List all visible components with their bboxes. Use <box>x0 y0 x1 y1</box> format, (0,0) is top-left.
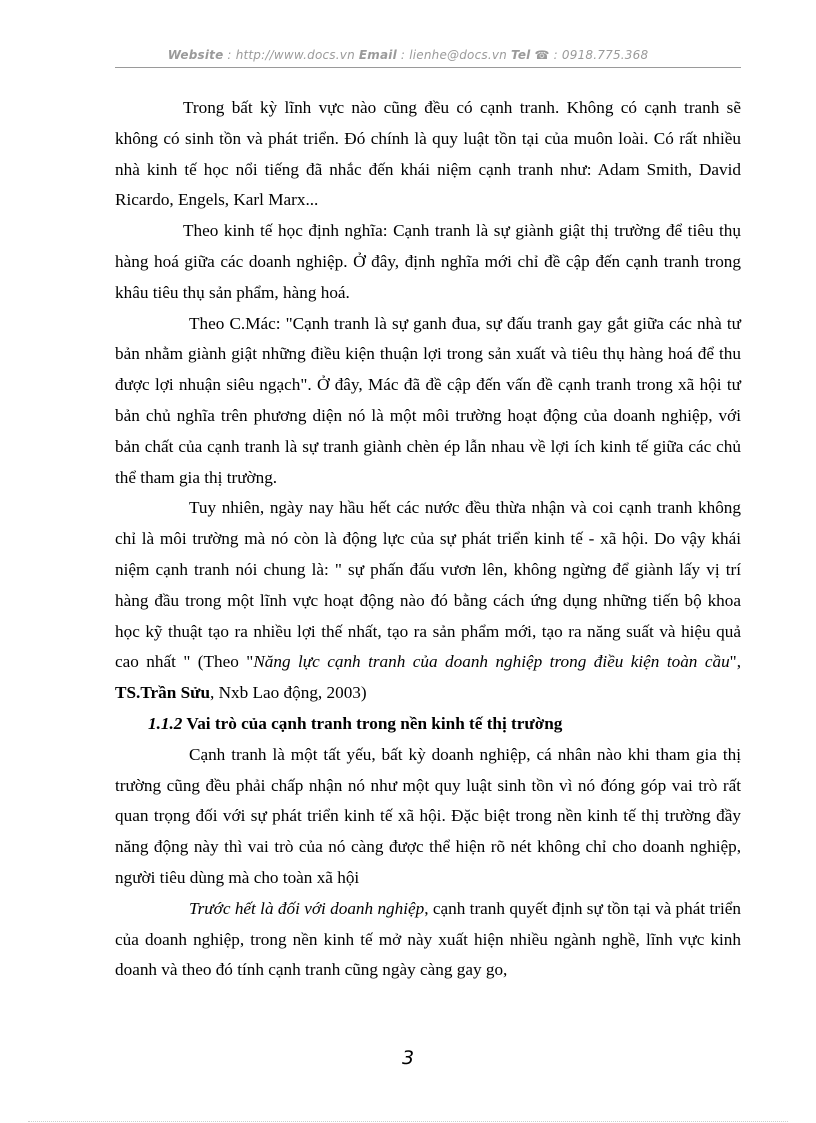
paragraph-6-text: , cạnh tranh quyết định sự tồn tại và phát triển của doanh nghiệp, trong nền kinh tế mở này xuất hiện nhiều ngành nghề, lĩnh vực kinh doanh và theo đó tính cạnh tranh cũng ngày càng gay go, <box>115 898 741 980</box>
paragraph-6 <box>115 894 741 986</box>
section-title: Vai trò của cạnh tranh trong nền kinh tế thị trường <box>182 713 563 733</box>
paragraph-1: Trong bất kỳ lĩnh vực nào cũng đều có cạnh tranh. Không có cạnh tranh sẽ không có sinh tồn và phát triển. Đó chính là quy luật tồn tại của muôn loài. Có rất nhiều nhà kinh tế học nổi tiếng đã nhắc đến khái niệm cạnh tranh như: Adam Smith, David Ricardo, Engels, Karl Marx... <box>115 98 741 210</box>
page-header <box>0 48 816 62</box>
page-number: 3 <box>401 1047 415 1069</box>
publisher-info: , Nxb Lao động, 2003) <box>210 683 367 703</box>
section-heading <box>115 709 741 740</box>
paragraph-3: Theo C.Mác: "Cạnh tranh là sự ganh đua, sự đấu tranh gay gắt giữa các nhà tư bản nhằm giành giật những điều kiện thuận lợi trong sản xuất và tiêu thụ hàng hoá để thu được lợi nhuận siêu ngạch". Ở đây, Mác đã đề cập đến vấn đề cạnh tranh trong xã hội tư bản chủ nghĩa trên phương diện nó là một môi trường hoạt động của doanh nghiệp, với bản chất của cạnh tranh là sự tranh giành chèn ép lẫn nhau về lợi ích kinh tế giữa các chủ thể tham gia thị trường. <box>115 313 741 487</box>
email-value: : lienhe@docs.vn <box>396 48 511 62</box>
quote-close: ", <box>729 652 741 672</box>
paragraph-6-lead: Trước hết là đối với doanh nghiệp <box>189 898 425 918</box>
paragraph-4 <box>115 493 741 709</box>
website-value: : http://www.docs.vn <box>223 48 359 62</box>
book-title: Năng lực cạnh tranh của doanh nghiệp trong điều kiện toàn cầu <box>253 652 730 672</box>
tel-label: Tel <box>510 48 531 62</box>
website-label: Website <box>167 48 224 62</box>
page-bottom-border <box>28 1121 788 1122</box>
paragraph-4-text: Tuy nhiên, ngày nay hầu hết các nước đều thừa nhận và coi cạnh tranh không chỉ là môi trường mà nó còn là động lực của sự phát triển kinh tế - xã hội. Do vậy khái niệm cạnh tranh nói chung là: " sự phấn đấu vươn lên, không ngừng để giành lấy vị trí hàng đầu trong một lĩnh vực hoạt động nào đó bằng cách ứng dụng những tiến bộ khoa học kỹ thuật tạo ra nhiều lợi thế nhất, tạo ra sản phẩm mới, tạo ra năng suất và hiệu quả cao nhất " (Theo " <box>115 498 741 672</box>
section-number: 1.1.2 <box>148 713 183 733</box>
tel-value: ☎ : 0918.775.368 <box>530 48 649 62</box>
document-body <box>115 93 741 986</box>
paragraph-2: Theo kinh tế học định nghĩa: Cạnh tranh là sự giành giật thị trường để tiêu thụ hàng hoá giữa các doanh nghiệp. Ở đây, định nghĩa mới chỉ đề cập đến cạnh tranh trong khâu tiêu thụ sản phẩm, hàng hoá. <box>115 221 741 302</box>
book-author: TS.Trần Sửu <box>115 683 211 703</box>
email-label: Email <box>358 48 397 62</box>
paragraph-5: Cạnh tranh là một tất yếu, bất kỳ doanh nghiệp, cá nhân nào khi tham gia thị trường cũng đều phải chấp nhận nó như một quy luật sinh tồn vì nó đóng góp vai trò rất quan trọng đối với sự phát triển kinh tế xã hội. Đặc biệt trong nền kinh tế thị trường đầy năng động này thì vai trò của nó càng được thể hiện rõ nét không chỉ cho doanh nghiệp, người tiêu dùng mà cho toàn xã hội <box>115 744 741 887</box>
header-divider <box>115 67 741 68</box>
